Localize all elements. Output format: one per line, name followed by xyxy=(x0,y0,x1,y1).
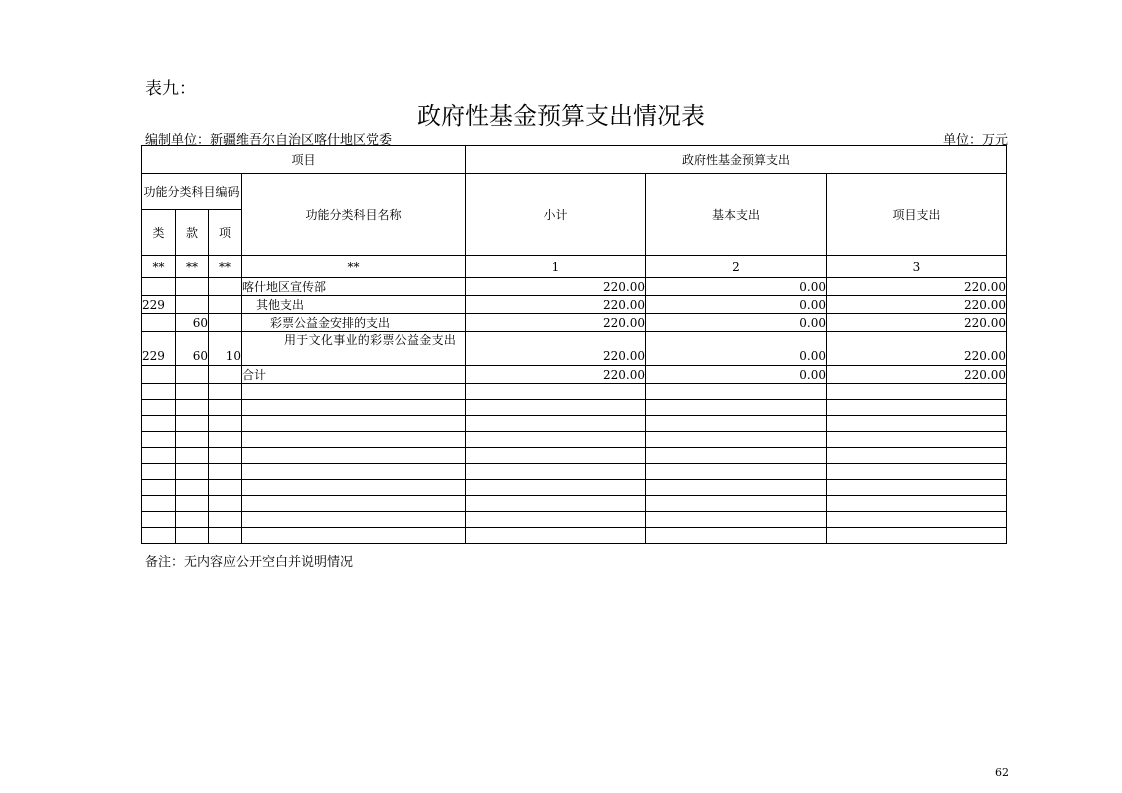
index-cell: 1 xyxy=(466,256,646,278)
cell-lei: 229 xyxy=(142,296,176,314)
empty-row xyxy=(142,512,1007,528)
cell-basic: 0.00 xyxy=(646,296,827,314)
cell-basic: 0.00 xyxy=(646,332,827,366)
empty-row xyxy=(142,432,1007,448)
cell-name: 用于文化事业的彩票公益金支出 xyxy=(242,332,466,366)
table-row xyxy=(142,314,1007,332)
cell-lei xyxy=(142,366,176,384)
cell-basic: 0.00 xyxy=(646,278,827,296)
index-cell: ** xyxy=(176,256,209,278)
cell-subtotal: 220.00 xyxy=(466,296,646,314)
header-basic-expenditure: 基本支出 xyxy=(646,174,827,256)
index-cell: ** xyxy=(242,256,466,278)
cell-xiang xyxy=(209,296,242,314)
empty-row xyxy=(142,400,1007,416)
cell-project: 220.00 xyxy=(827,314,1007,332)
empty-row xyxy=(142,384,1007,400)
cell-lei xyxy=(142,314,176,332)
cell-lei: 229 xyxy=(142,332,176,366)
index-row xyxy=(142,256,1007,278)
cell-name: 其他支出 xyxy=(242,296,466,314)
cell-lei xyxy=(142,278,176,296)
remark-note: 备注：无内容应公开空白并说明情况 xyxy=(145,555,354,570)
header-kuan: 款 xyxy=(176,210,209,256)
index-cell: ** xyxy=(142,256,176,278)
index-cell: 3 xyxy=(827,256,1007,278)
header-function-code: 功能分类科目编码 xyxy=(142,174,242,210)
currency-unit: 单位：万元 xyxy=(942,133,1008,148)
budget-table xyxy=(141,145,1007,544)
header-xiang: 项 xyxy=(209,210,242,256)
cell-project: 220.00 xyxy=(827,366,1007,384)
empty-row xyxy=(142,480,1007,496)
cell-xiang: 10 xyxy=(209,332,242,366)
cell-project: 220.00 xyxy=(827,278,1007,296)
cell-kuan: 60 xyxy=(176,314,209,332)
cell-xiang xyxy=(209,314,242,332)
empty-row xyxy=(142,496,1007,512)
document-title: 政府性基金预算支出情况表 xyxy=(417,102,705,130)
empty-row xyxy=(142,464,1007,480)
cell-name: 彩票公益金安排的支出 xyxy=(242,314,466,332)
cell-project: 220.00 xyxy=(827,296,1007,314)
table-row xyxy=(142,332,1007,366)
index-cell: ** xyxy=(209,256,242,278)
cell-kuan xyxy=(176,296,209,314)
cell-basic: 0.00 xyxy=(646,314,827,332)
table-number: 表九： xyxy=(145,79,196,99)
cell-subtotal: 220.00 xyxy=(466,314,646,332)
cell-name: 喀什地区宣传部 xyxy=(242,278,466,296)
header-budget-expenditure: 政府性基金预算支出 xyxy=(466,146,1007,174)
page-number: 62 xyxy=(995,766,1009,779)
compiling-unit: 编制单位：新疆维吾尔自治区喀什地区党委 xyxy=(145,133,393,148)
cell-project: 220.00 xyxy=(827,332,1007,366)
empty-row xyxy=(142,448,1007,464)
cell-subtotal: 220.00 xyxy=(466,366,646,384)
cell-subtotal: 220.00 xyxy=(466,278,646,296)
empty-row xyxy=(142,528,1007,544)
cell-basic: 0.00 xyxy=(646,366,827,384)
table-row xyxy=(142,366,1007,384)
index-cell: 2 xyxy=(646,256,827,278)
cell-name: 合计 xyxy=(242,366,466,384)
header-row-2 xyxy=(142,174,1007,210)
header-function-name: 功能分类科目名称 xyxy=(242,174,466,256)
cell-xiang xyxy=(209,278,242,296)
cell-kuan xyxy=(176,278,209,296)
header-lei: 类 xyxy=(142,210,176,256)
cell-kuan xyxy=(176,366,209,384)
cell-subtotal: 220.00 xyxy=(466,332,646,366)
header-subtotal: 小计 xyxy=(466,174,646,256)
empty-row xyxy=(142,416,1007,432)
cell-kuan: 60 xyxy=(176,332,209,366)
header-row-1 xyxy=(142,146,1007,174)
table-row xyxy=(142,278,1007,296)
header-project-expenditure: 项目支出 xyxy=(827,174,1007,256)
header-item: 项目 xyxy=(142,146,466,174)
table-row xyxy=(142,296,1007,314)
cell-xiang xyxy=(209,366,242,384)
